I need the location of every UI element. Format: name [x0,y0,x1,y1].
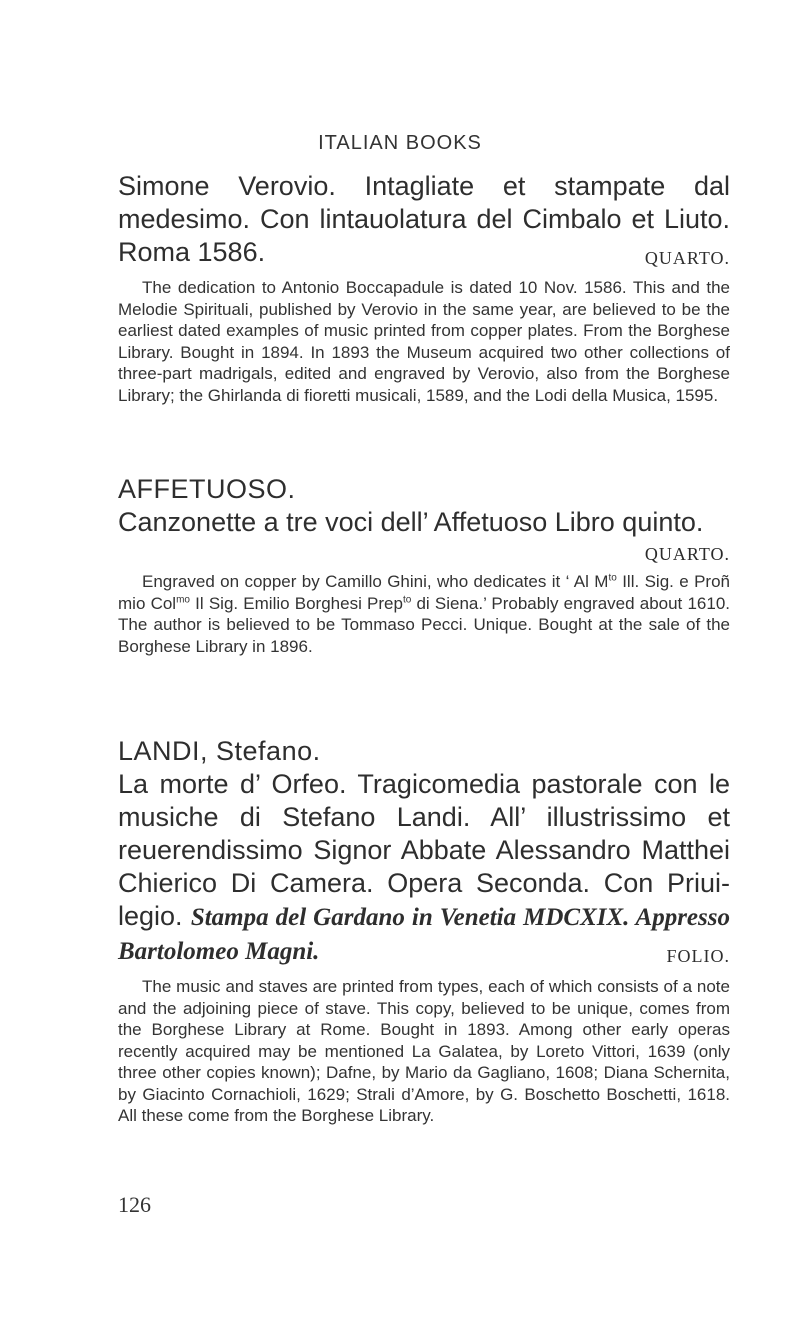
note-fragment: Ill. Sig. e Proñ mio Col [118,572,730,613]
entry-note [118,571,730,657]
note-superscript: mo [176,593,190,605]
entry-heading: LANDI, Stefano. [118,736,321,766]
note-superscript: to [608,572,617,584]
entry-title [118,768,730,968]
entry-note [118,976,730,1127]
entry-note [118,277,730,406]
entry-landi [118,735,730,1127]
note-text: The dedication to Antonio Boccapadule is dated 10 Nov. 1586. This and the Melodie Spirituali, published by Verovio in the same year, are believed to be the earliest dated examples of music printed from copper plates. From the Borghese Library. Bought in 1894. In 1893 the Museum acquired two other collections of three-part madrigals, edited and engraved by Verovio, also from the Borghese Library; the Ghirlanda di fioretti musicali, 1589, and the Lodi della Musica, 1595. [118,278,730,405]
note-text [118,571,730,657]
format-label: FOLIO. [666,946,730,966]
running-head: ITALIAN BOOKS [318,132,482,154]
entry-affetuoso [118,473,730,657]
note-text: The music and staves are printed from types, each of which consists of a note and the adjoining piece of stave. This copy, believed to be unique, comes from the Borghese Library at Rome. Bought in 1893. Among other early operas recently acquired may be mentioned La Galatea, by Loreto Vittori, 1639 (only three other copies known); Dafne, by Mario da Gagliano, 1608; Diana Schernita, by Giacinto Cornachioli, 1629; Strali d’Amore, by G. Boschetto Boschetti, 1618. All these come from the Borghese Library. [118,977,730,1125]
entry-title-text: Simone Verovio. Intagliate et stampate dal medesimo. Con lintauolatura del Cimbalo et Liuto. Roma 1586. [118,171,730,267]
entry-heading: AFFETUOSO. [118,474,296,504]
entry-title [118,170,730,269]
note-fragment: Il Sig. Emilio Borghesi Prep [189,593,403,613]
note-fragment: Engraved on copper by Camillo Ghini, who dedicates it ‘ Al M [142,572,609,591]
note-fragment: di Siena.’ Probably engraved about 1610. The author is believed to be Tommaso Pecci. Unique. Bought at the sale of the Borghese Library in 1896. [118,593,730,656]
format-label: QUARTO. [644,544,730,564]
page-number: 126 [118,1192,151,1217]
entry-title-text: La morte d’ Orfeo. Tragicomedia pastorale con le musiche di Stefano Landi. All’ illustrissimo et reuerendissimo Signor Abbate Alessandro Matthei Chierico Di Camera. Opera Seconda. Con Priui-legio. [118,769,730,931]
entry-verovio [118,170,730,406]
entry-imprint: Stampa del Gardano in Venetia MDCXIX. Appresso Bartolomeo Magni. [118,904,730,965]
note-superscript: to [402,593,412,605]
format-label: QUARTO. [644,248,730,268]
entry-title: Canzonette a tre voci dell’ Affetuoso Libro quinto. [118,507,704,537]
